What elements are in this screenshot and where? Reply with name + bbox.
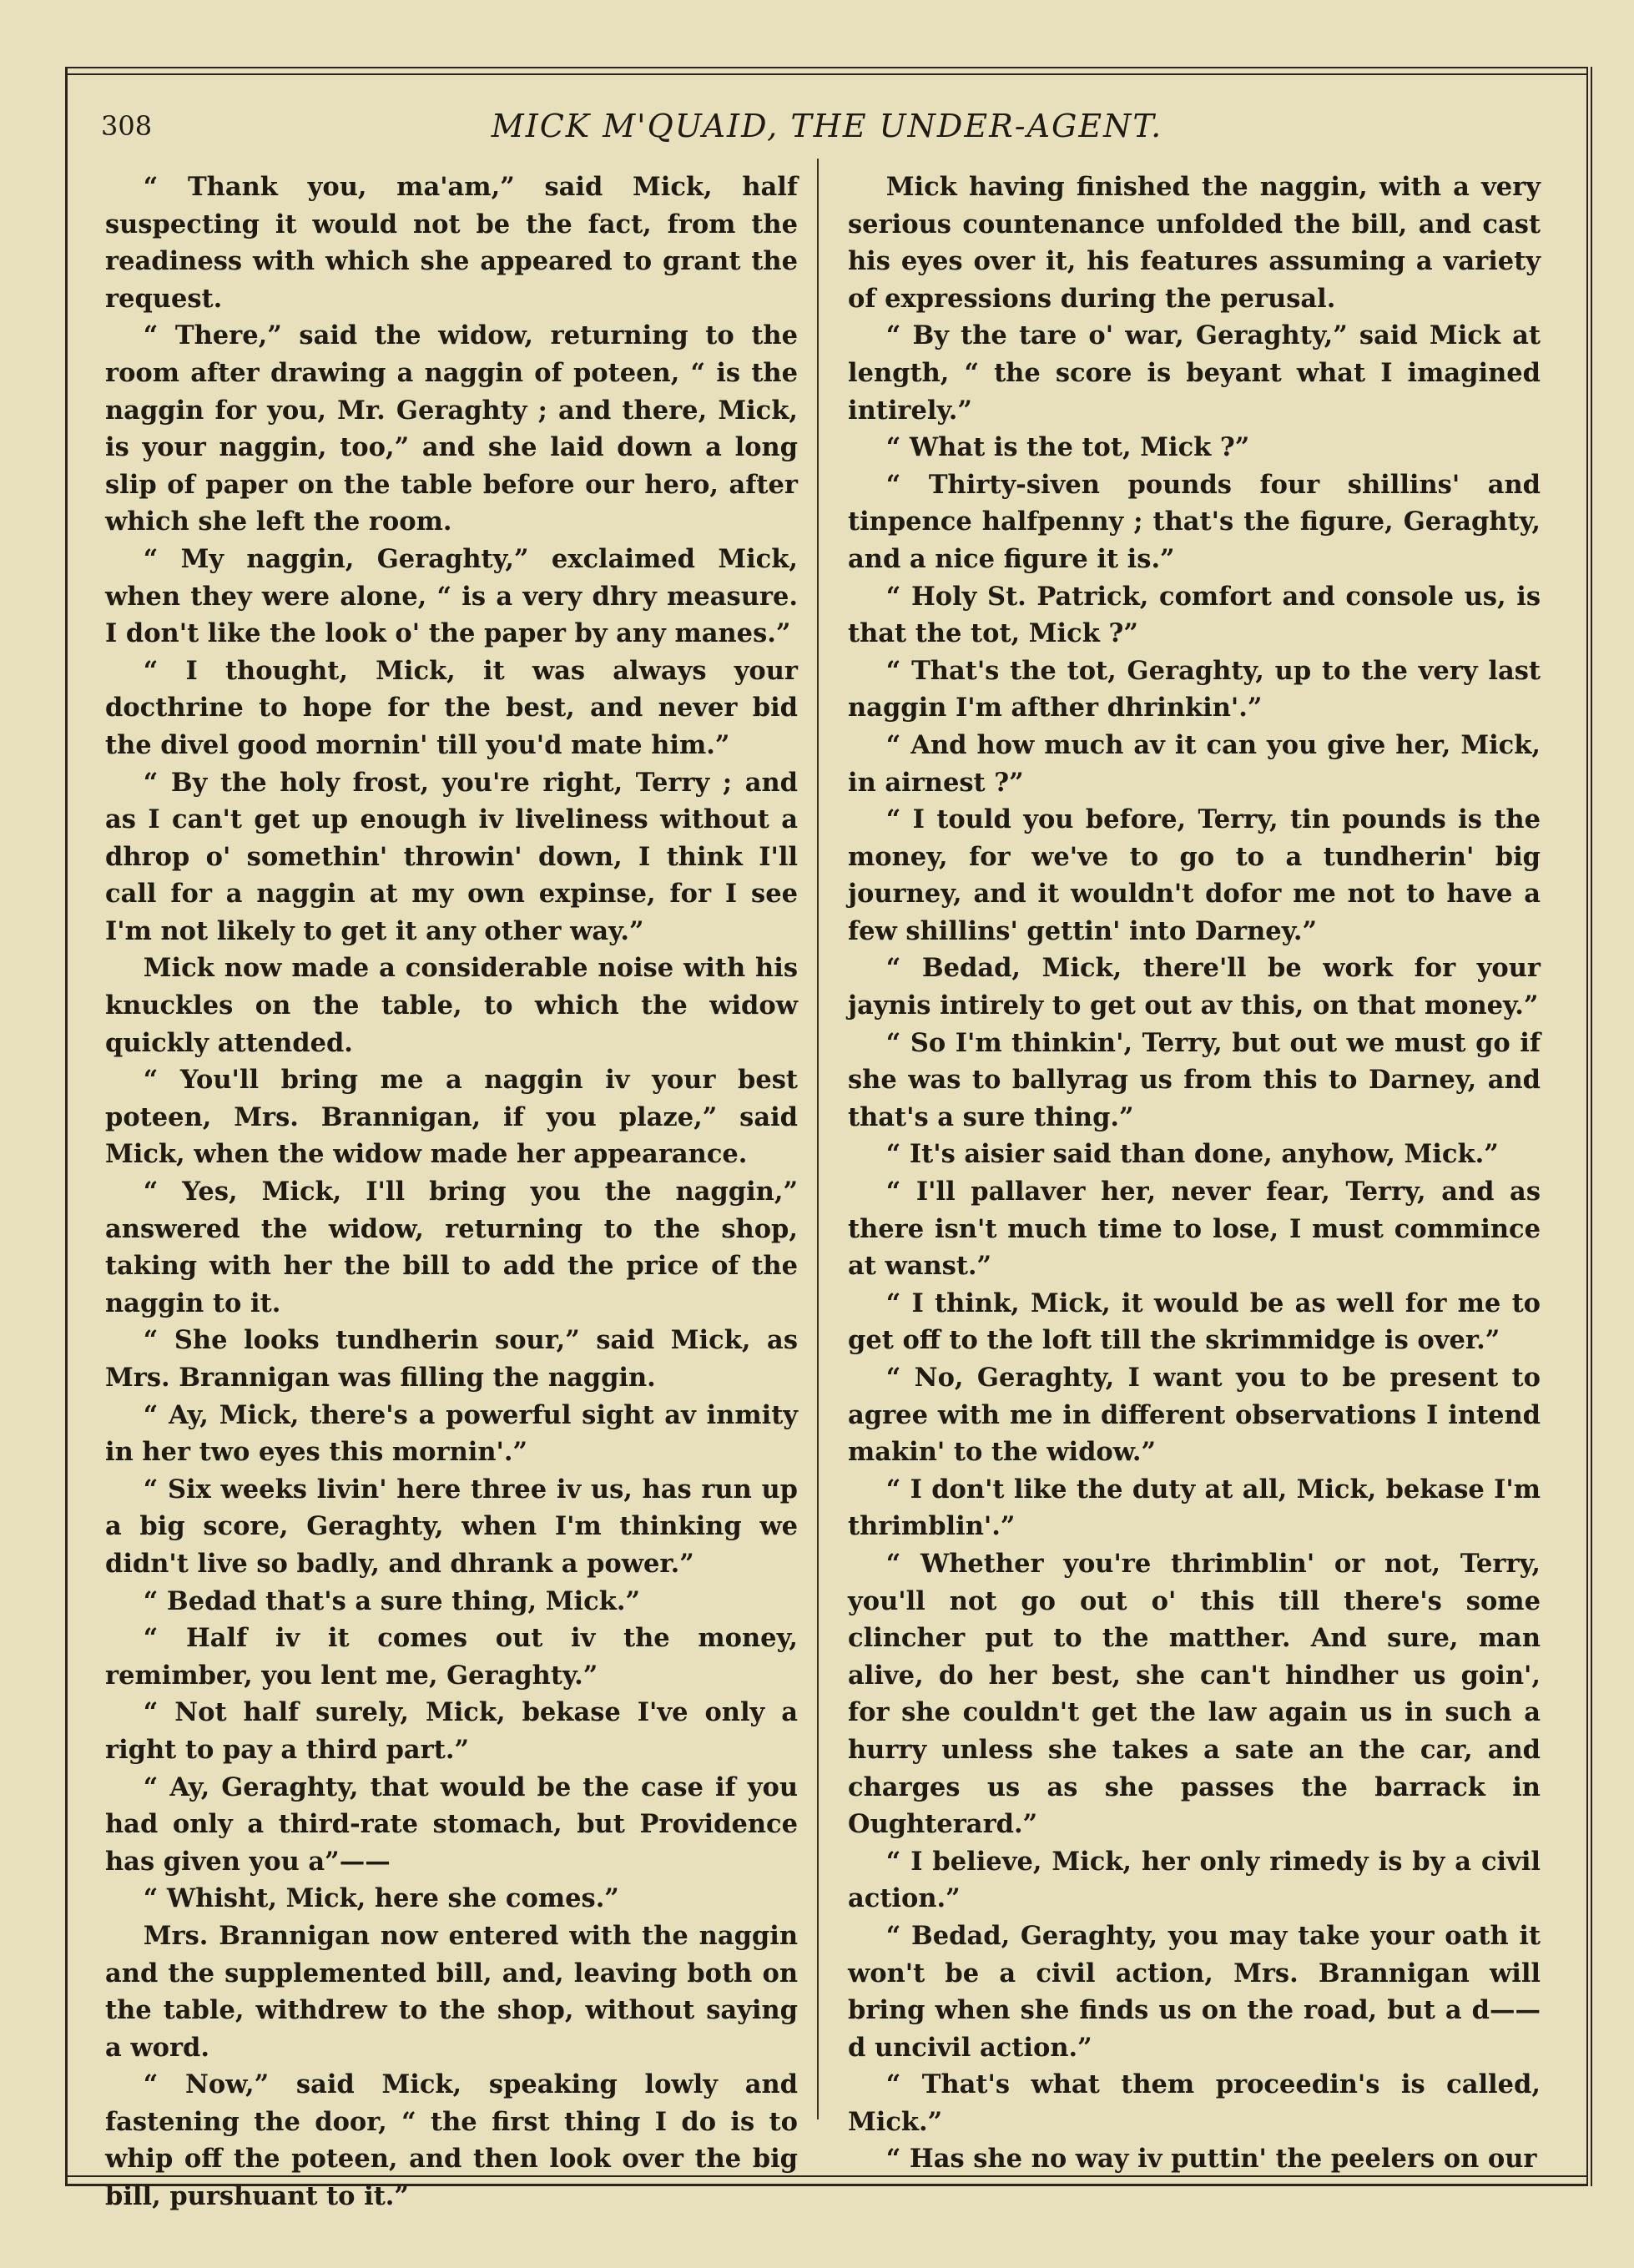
paragraph: “ Yes, Mick, I'll bring you the naggin,” answered the widow, returning to the shop, taking with her the bill to add the price of the naggin to it. (105, 1177, 798, 1318)
paragraph: “ Ay, Geraghty, that would be the case if you had only a third-rate stomach, but Providence has given you a”—— (105, 1772, 798, 1877)
right-column (848, 169, 1541, 2178)
paragraph: “ Ay, Mick, there's a powerful sight av inmity in her two eyes this mornin'.” (105, 1399, 798, 1468)
paragraph: “ No, Geraghty, I want you to be present to agree with me in different observations I intend makin' to the widow.” (848, 1363, 1541, 1468)
paragraph: “ Bedad, Mick, there'll be work for your jaynis intirely to get out av this, on that money.” (848, 953, 1541, 1021)
paragraph: “ Whether you're thrimblin' or not, Terry, you'll not go out o' this till there's some clincher put to the matther. And sure, man alive, do her best, she can't hindher us goin', for she couldn't get the law again us in such a hurry unless she takes a sate an the car, and charges us as she passes the barrack in Oughterard.” (848, 1548, 1541, 1840)
paragraph: “ Now,” said Mick, speaking lowly and fastening the door, “ the first thing I do is to whip off the poteen, and then look over the big bill, purshuant to it.” (105, 2069, 798, 2212)
paragraph: “ I don't like the duty at all, Mick, bekase I'm thrimblin'.” (848, 1474, 1541, 1542)
paragraph: “ I'll pallaver her, never fear, Terry, and as there isn't much time to lose, I must commince at wanst.” (848, 1177, 1541, 1282)
paragraph: Mick having finished the naggin, with a very serious countenance unfolded the bill, and cast his eyes over it, his features assuming a variety of expressions during the perusal. (848, 172, 1541, 314)
paragraph: “ Bedad, Geraghty, you may take your oath it won't be a civil action, Mrs. Brannigan will bring when she finds us on the road, but a d——d uncivil action.” (848, 1920, 1541, 2063)
page-number: 308 (101, 110, 153, 142)
page-header (101, 97, 1553, 155)
paragraph: “ Holy St. Patrick, comfort and console us, is that the tot, Mick ?” (848, 581, 1541, 649)
left-column (105, 169, 798, 2215)
paragraph: “ That's what them proceedin's is called, Mick.” (848, 2069, 1541, 2137)
paragraph: “ Whisht, Mick, here she comes.” (143, 1883, 619, 1914)
column-divider (817, 159, 819, 2119)
paragraph: “ Not half surely, Mick, bekase I've only a right to pay a third part.” (105, 1697, 798, 1765)
paragraph: “ That's the tot, Geraghty, up to the very last naggin I'm afther dhrinkin'.” (848, 655, 1541, 723)
paragraph: “ I believe, Mick, her only rimedy is by a civil action.” (848, 1846, 1541, 1914)
paragraph: “ She looks tundherin sour,” said Mick, as Mrs. Brannigan was filling the naggin. (105, 1325, 798, 1393)
paragraph: “ You'll bring me a naggin iv your best poteen, Mrs. Brannigan, if you plaze,” said Mick, when the widow made her appearance. (105, 1065, 798, 1170)
paragraph: “ Has she no way iv puttin' the peelers on our (885, 2144, 1537, 2175)
bottom-rule (68, 2175, 1586, 2186)
paragraph: “ So I'm thinkin', Terry, but out we must go if she was to ballyrag us from this to Darney, and that's a sure thing.” (848, 1027, 1541, 1132)
paragraph: “ Bedad that's a sure thing, Mick.” (143, 1585, 640, 1616)
paragraph: “ Thirty-siven pounds four shillins' and tinpence halfpenny ; that's the figure, Geraghty, and a nice figure it is.” (848, 469, 1541, 574)
paragraph: “ I think, Mick, it would be as well for me to get off to the loft till the skrimmidge is over.” (848, 1288, 1541, 1356)
page-frame (65, 67, 1592, 2212)
paragraph: “ There,” said the widow, returning to the room after drawing a naggin of poteen, “ is the naggin for you, Mr. Geraghty ; and there, Mick, is your naggin, too,” and she laid down a long slip of paper on the table before our hero, after which she left the room. (105, 320, 798, 537)
paragraph: “ I tould you before, Terry, tin pounds is the money, for we've to go to a tundherin' big journey, and it wouldn't dofor me not to have a few shillins' gettin' into Darney.” (848, 804, 1541, 946)
paragraph: “ I thought, Mick, it was always your docthrine to hope for the best, and never bid the divel good mornin' till you'd mate him.” (105, 655, 798, 760)
paragraph: “ My naggin, Geraghty,” exclaimed Mick, when they were alone, “ is a very dhry measure. I don't like the look o' the paper by any manes.” (105, 543, 798, 649)
paragraph: “ And how much av it can you give her, Mick, in airnest ?” (848, 729, 1541, 798)
paragraph: “ Thank you, ma'am,” said Mick, half suspecting it would not be the fact, from the readiness with which she appeared to grant the request. (105, 172, 798, 314)
top-rule (68, 67, 1586, 75)
paragraph: “ By the tare o' war, Geraghty,” said Mick at length, “ the score is beyant what I imagined intirely.” (848, 320, 1541, 426)
running-title: MICK M'QUAID, THE UNDER-AGENT. (491, 108, 1163, 144)
paragraph: “ By the holy frost, you're right, Terry ; and as I can't get up enough iv liveliness without a dhrop o' somethin' throwin' down, I think I'll call for a naggin at my own expinse, for I see I'm not likely to get it any other way.” (105, 767, 798, 946)
paragraph: “ It's aisier said than done, anyhow, Mick.” (885, 1139, 1499, 1170)
paragraph: “ Half iv it comes out iv the money, remimber, you lent me, Geraghty.” (105, 1623, 798, 1691)
paragraph: “ Six weeks livin' here three iv us, has run up a big score, Geraghty, when I'm thinking we didn't live so badly, and dhrank a power.” (105, 1474, 798, 1579)
paragraph: Mick now made a considerable noise with his knuckles on the table, to which the widow quickly attended. (105, 953, 798, 1058)
paragraph: Mrs. Brannigan now entered with the naggin and the supplemented bill, and, leaving both on the table, withdrew to the shop, without saying a word. (105, 1920, 798, 2063)
paragraph: “ What is the tot, Mick ?” (885, 432, 1250, 463)
